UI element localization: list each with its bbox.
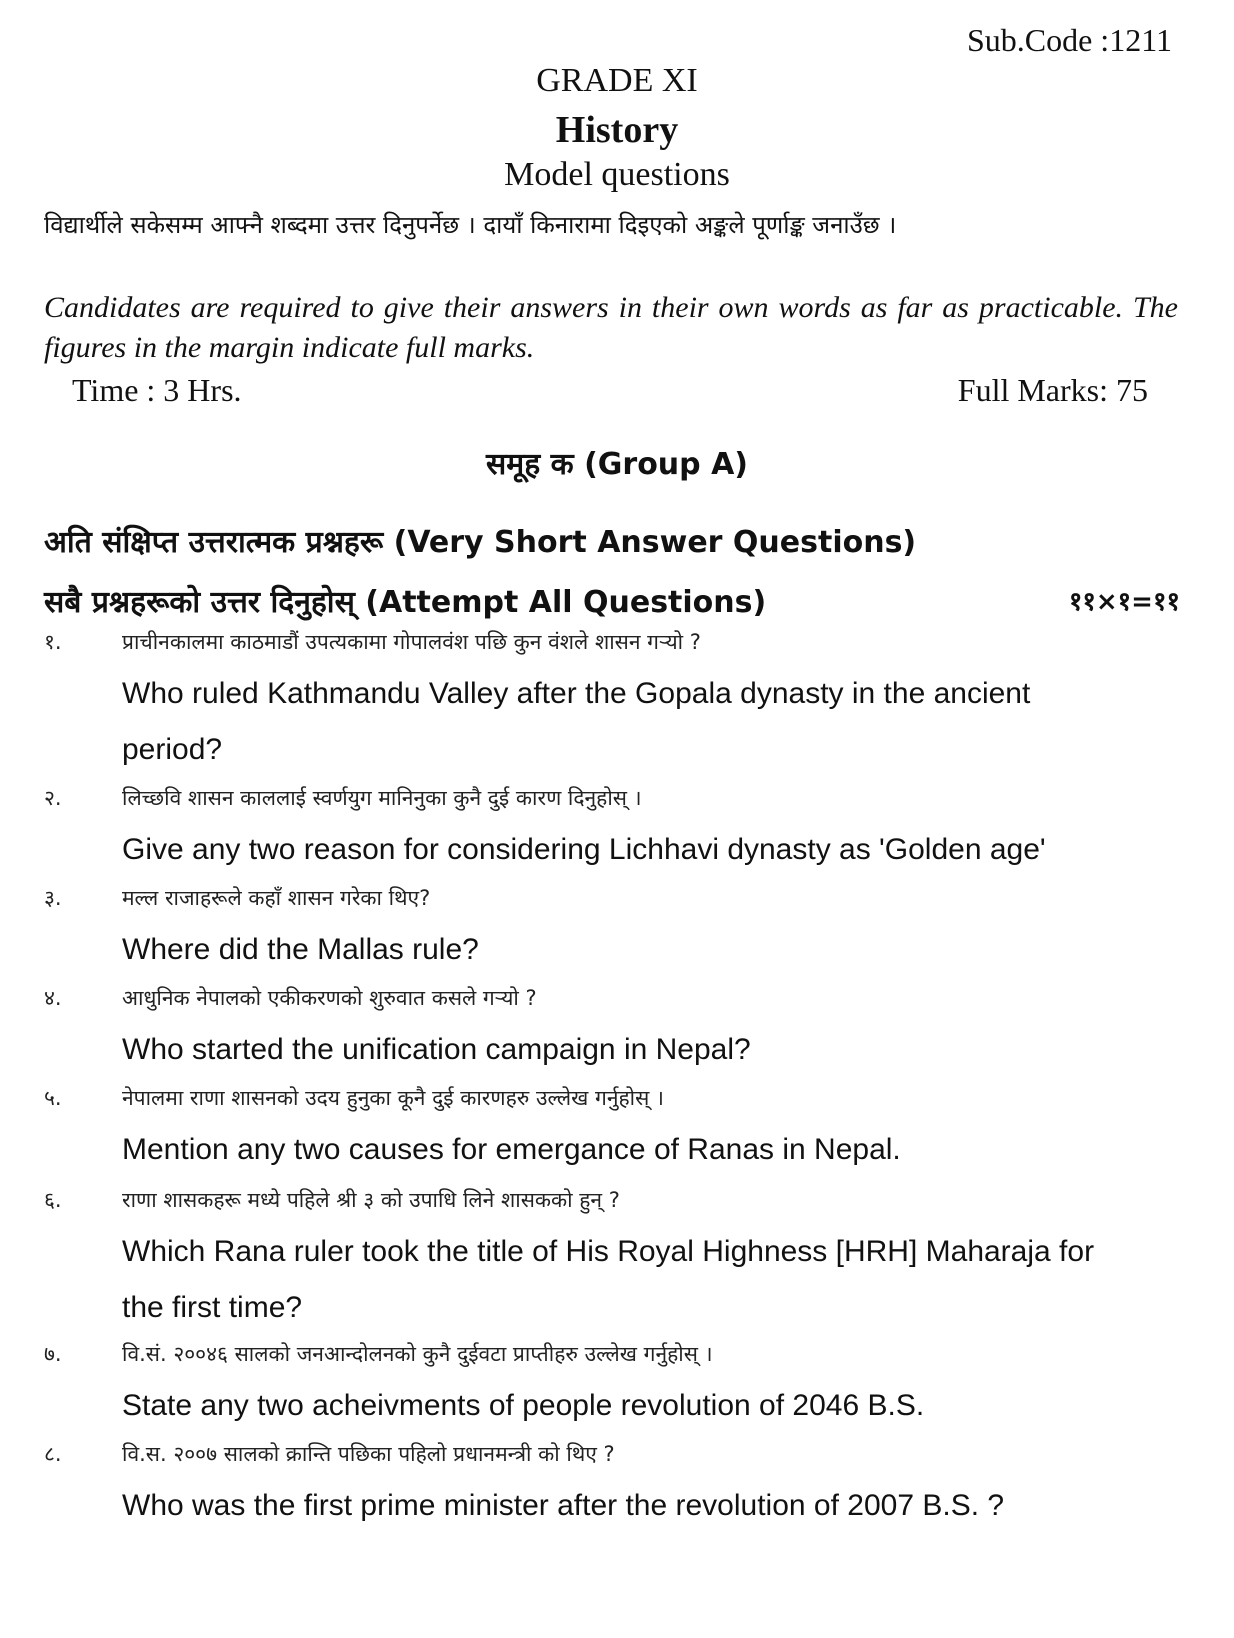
question-nepali: आधुनिक नेपालको एकीकरणको शुरुवात कसले गऱ्यो ? xyxy=(122,986,537,1010)
question-nepali: वि.स. २००७ सालको क्रान्ति पछिका पहिलो प्रधानमन्त्री को थिए ? xyxy=(122,1442,615,1466)
question-number: ४. xyxy=(44,986,62,1010)
question-nepali: राणा शासकहरू मध्ये पहिले श्री ३ को उपाधि लिने शासकको हुन् ? xyxy=(122,1188,620,1212)
group-title: समूह क (Group A) xyxy=(485,447,749,482)
question-nepali: नेपालमा राणा शासनको उदय हुनुका कूनै दुई कारणहरु उल्लेख गर्नुहोस् । xyxy=(122,1086,664,1110)
question-nepali: लिच्छवि शासन काललाई स्वर्णयुग मानिनुका कुनै दुई कारण दिनुहोस् । xyxy=(122,786,642,810)
question-number: ७. xyxy=(44,1342,62,1366)
question-nepali: वि.सं. २००४६ सालको जनआन्दोलनको कुनै दुईवटा प्राप्तीहरु उल्लेख गर्नुहोस् । xyxy=(122,1342,713,1366)
question-english: Who ruled Kathmandu Valley after the Gopala dynasty in the ancient period? xyxy=(122,677,1031,766)
question-english: Who started the unification campaign in Nepal? xyxy=(122,1033,751,1066)
grade-title: GRADE XI xyxy=(536,62,698,99)
exam-time: Time : 3 Hrs. xyxy=(72,372,242,408)
question-number: ५. xyxy=(44,1086,62,1110)
question-english: Mention any two causes for emergance of Ranas in Nepal. xyxy=(122,1133,901,1166)
question-number: ८. xyxy=(44,1442,62,1466)
question-nepali: प्राचीनकालमा काठमाडौं उपत्यकामा गोपालवंश पछि कुन वंशले शासन गऱ्यो ? xyxy=(122,630,701,654)
question-english: State any two acheivments of people revolution of 2046 B.S. xyxy=(122,1389,925,1422)
section-title: अति संक्षिप्त उत्तरात्मक प्रश्नहरू (Very Short Answer Questions) xyxy=(44,525,917,560)
question-number: १. xyxy=(44,630,62,654)
question-english: Give any two reason for considering Lichhavi dynasty as 'Golden age' xyxy=(122,833,1046,866)
sub-code: Sub.Code :1211 xyxy=(966,22,1172,58)
question-number: २. xyxy=(44,786,62,810)
attempt-instruction: सबै प्रश्नहरूको उत्तर दिनुहोस् (Attempt All Questions) xyxy=(44,585,767,620)
section-marks: ११×१=११ xyxy=(1068,587,1180,617)
question-english: Where did the Mallas rule? xyxy=(122,933,479,966)
question-english: Who was the first prime minister after the revolution of 2007 B.S. ? xyxy=(122,1489,1005,1522)
full-marks: Full Marks: 75 xyxy=(957,372,1148,408)
question-number: ३. xyxy=(44,886,62,910)
subtitle: Model questions xyxy=(504,156,730,193)
english-instructions: Candidates are required to give their answers in their own words as far as practicable. The figures in the margin indicate full marks. xyxy=(44,291,1178,364)
nepali-instructions: विद्यार्थीले सकेसम्म आफ्नै शब्दमा उत्तर दिनुपर्नेछ । दायाँ किनारामा दिइएको अङ्कले पूर्णाङ्क जनाउँछ । xyxy=(44,211,897,239)
subject-title: History xyxy=(555,109,679,151)
question-english: Which Rana ruler took the title of His Royal Highness [HRH] Maharaja for the first time? xyxy=(122,1235,1095,1324)
question-number: ६. xyxy=(44,1188,62,1212)
question-nepali: मल्ल राजाहरूले कहाँ शासन गरेका थिए? xyxy=(122,886,431,910)
